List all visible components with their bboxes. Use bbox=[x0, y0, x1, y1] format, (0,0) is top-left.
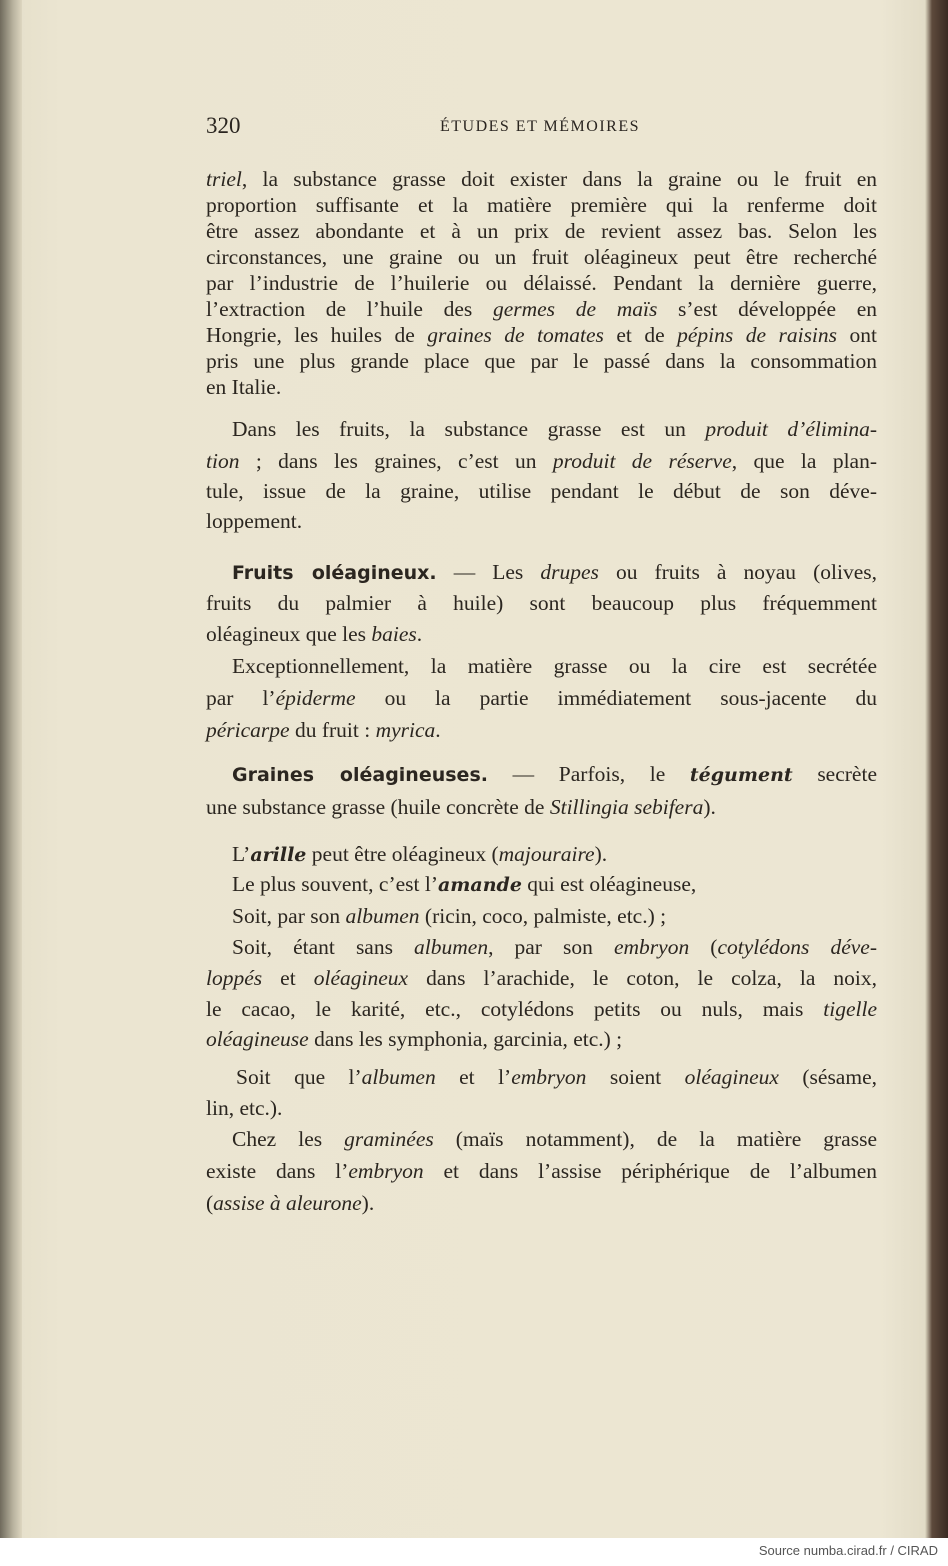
text-segment: — Parfois, le bbox=[487, 762, 690, 786]
text-segment: par l’industrie de l’huilerie ou délaissé. Pendant la dernière guerre, bbox=[206, 271, 877, 295]
text-line bbox=[232, 871, 877, 898]
text-segment: et l’ bbox=[435, 1065, 512, 1089]
text-segment: Dans les fruits, la substance grasse est un bbox=[232, 417, 706, 441]
text-line bbox=[236, 1064, 877, 1090]
italic-term: germes de maïs bbox=[492, 297, 658, 321]
text-segment: Hongrie, les huiles de bbox=[206, 323, 428, 347]
text-segment: ( bbox=[689, 935, 718, 959]
text-segment: qui est oléagineuse, bbox=[521, 872, 697, 896]
text-segment: secrète bbox=[792, 762, 877, 786]
italic-term: graines de tomates bbox=[427, 323, 604, 347]
italic-term: triel bbox=[206, 167, 242, 191]
italic-term: graminées bbox=[344, 1127, 434, 1151]
text-segment: Soit, par son bbox=[232, 904, 346, 928]
text-segment: et de bbox=[603, 323, 678, 347]
italic-term: myrica bbox=[375, 718, 436, 742]
text-segment: s’est développée en bbox=[657, 297, 877, 321]
italic-term: produit de réserve bbox=[552, 449, 732, 473]
text-segment: oléagineux que les bbox=[206, 622, 372, 646]
text-line bbox=[232, 1126, 877, 1152]
text-line bbox=[232, 903, 877, 929]
text-segment: pris une plus grande place que par le passé dans la consommation bbox=[206, 349, 877, 373]
italic-term: embryon bbox=[613, 935, 690, 959]
text-segment: L’ bbox=[232, 842, 251, 866]
text-segment: , que la plan- bbox=[731, 449, 877, 473]
text-segment: ; dans les graines, c’est un bbox=[239, 449, 553, 473]
text-segment: lin, etc.). bbox=[206, 1096, 283, 1120]
text-segment: tule, issue de la graine, utilise pendant le début de son déve- bbox=[206, 479, 877, 503]
text-segment: et dans l’assise périphérique de l’albumen bbox=[423, 1159, 877, 1183]
text-segment: en Italie. bbox=[206, 375, 282, 399]
italic-term: produit d’élimina- bbox=[705, 417, 877, 441]
text-segment: fruits du palmier à huile) sont beaucoup plus fréquemment bbox=[206, 591, 877, 615]
italic-term: tigelle bbox=[823, 997, 877, 1021]
text-line bbox=[206, 192, 877, 218]
emphasized-term: arille bbox=[250, 844, 307, 866]
text-line bbox=[206, 996, 877, 1022]
text-segment: et bbox=[262, 966, 314, 990]
text-segment: une substance grasse (huile concrète de bbox=[206, 795, 550, 819]
text-segment: Soit, étant sans bbox=[232, 935, 415, 959]
text-segment: Soit que l’ bbox=[236, 1065, 362, 1089]
text-segment: (ricin, coco, palmiste, etc.) ; bbox=[419, 904, 667, 928]
section-heading: Graines oléagineuses. bbox=[232, 764, 488, 786]
text-segment: du fruit : bbox=[289, 718, 376, 742]
italic-term: embryon bbox=[511, 1065, 587, 1089]
text-segment: ou fruits à noyau (olives, bbox=[598, 560, 877, 584]
text-segment: Exceptionnellement, la matière grasse ou la cire est secrétée bbox=[232, 654, 877, 678]
italic-term: oléagineux bbox=[313, 966, 409, 990]
text-segment: ). bbox=[703, 795, 716, 819]
text-line bbox=[206, 478, 877, 504]
text-line bbox=[206, 270, 877, 296]
italic-term: cotylédons déve- bbox=[717, 935, 877, 959]
text-line bbox=[206, 322, 877, 348]
text-segment: . bbox=[435, 718, 441, 742]
emphasized-term: amande bbox=[438, 874, 522, 896]
text-line bbox=[206, 621, 877, 647]
text-segment: Le plus souvent, c’est l’ bbox=[232, 872, 438, 896]
italic-term: drupes bbox=[540, 560, 599, 584]
text-segment: proportion suffisante et la matière première qui la renferme doit bbox=[206, 193, 877, 217]
text-segment: dans l’arachide, le coton, le colza, la noix, bbox=[408, 966, 877, 990]
text-line bbox=[232, 841, 877, 868]
italic-term: albumen bbox=[361, 1065, 436, 1089]
text-segment: , la substance grasse doit exister dans la graine ou le fruit en bbox=[241, 167, 877, 191]
text-segment: (sésame, bbox=[778, 1065, 877, 1089]
text-segment: ( bbox=[206, 1191, 214, 1215]
italic-term: oléagineuse bbox=[206, 1027, 309, 1051]
text-segment: ). bbox=[361, 1191, 375, 1215]
text-segment: peut être oléagineux ( bbox=[306, 842, 499, 866]
text-line bbox=[232, 653, 877, 679]
text-line bbox=[206, 218, 877, 244]
text-line bbox=[232, 416, 877, 442]
text-segment: (maïs notamment), de la matière grasse bbox=[433, 1127, 878, 1151]
text-segment: ou la partie immédiatement sous-jacente du bbox=[355, 686, 877, 710]
italic-term: embryon bbox=[348, 1159, 424, 1183]
text-line bbox=[206, 244, 877, 270]
text-segment: Chez les bbox=[232, 1127, 345, 1151]
italic-term: Stillingia sebifera bbox=[549, 795, 704, 819]
text-line bbox=[206, 794, 877, 820]
text-segment: ont bbox=[837, 323, 877, 347]
text-segment: . bbox=[416, 622, 423, 646]
text-segment: ). bbox=[594, 842, 608, 866]
italic-term: majouraire bbox=[498, 842, 595, 866]
text-line bbox=[206, 590, 877, 616]
text-segment: circonstances, une graine ou un fruit oléagineux peut être recherché bbox=[206, 245, 877, 269]
text-line bbox=[206, 717, 877, 743]
emphasized-term: tégument bbox=[689, 764, 793, 786]
text-line bbox=[232, 761, 877, 788]
italic-term: albumen bbox=[345, 904, 420, 928]
section-heading: Fruits oléagineux. bbox=[232, 562, 437, 584]
italic-term: loppés bbox=[206, 966, 263, 990]
source-credit: Source numba.cirad.fr / CIRAD bbox=[758, 1543, 938, 1558]
text-segment: existe dans l’ bbox=[206, 1159, 349, 1183]
text-line bbox=[206, 1095, 877, 1121]
italic-term: épiderme bbox=[275, 686, 356, 710]
text-line bbox=[206, 508, 877, 534]
text-segment: — Les bbox=[436, 560, 541, 584]
running-title: ÉTUDES ET MÉMOIRES bbox=[439, 118, 641, 135]
text-line bbox=[232, 934, 877, 960]
italic-term: assise à aleurone bbox=[213, 1191, 362, 1215]
italic-term: tion bbox=[206, 449, 240, 473]
italic-term: albumen bbox=[414, 935, 489, 959]
text-segment: loppement. bbox=[206, 509, 303, 533]
page-number: 320 bbox=[206, 113, 241, 138]
text-line bbox=[206, 296, 877, 322]
text-segment: dans les symphonia, garcinia, etc.) ; bbox=[308, 1027, 623, 1051]
text-line bbox=[206, 685, 877, 711]
text-segment: par l’ bbox=[206, 686, 276, 710]
text-line bbox=[206, 1158, 877, 1184]
italic-term: péricarpe bbox=[206, 718, 290, 742]
text-segment: soient bbox=[586, 1065, 685, 1089]
text-segment: , par son bbox=[488, 935, 614, 959]
italic-term: oléagineux bbox=[684, 1065, 779, 1089]
text-line bbox=[206, 448, 877, 474]
text-segment: l’extraction de l’huile des bbox=[206, 297, 493, 321]
italic-term: pépins de raisins bbox=[677, 323, 838, 347]
text-line bbox=[206, 965, 877, 991]
text-line bbox=[206, 1190, 877, 1216]
text-line bbox=[206, 348, 877, 374]
text-line bbox=[206, 1026, 877, 1052]
text-line bbox=[206, 374, 877, 400]
text-line bbox=[206, 166, 877, 192]
text-segment: être assez abondante et à un prix de revient assez bas. Selon les bbox=[206, 219, 877, 243]
text-line bbox=[232, 559, 877, 586]
text-segment: le cacao, le karité, etc., cotylédons petits ou nuls, mais bbox=[206, 997, 824, 1021]
book-binding-edge bbox=[0, 0, 22, 1538]
italic-term: baies bbox=[371, 622, 417, 646]
